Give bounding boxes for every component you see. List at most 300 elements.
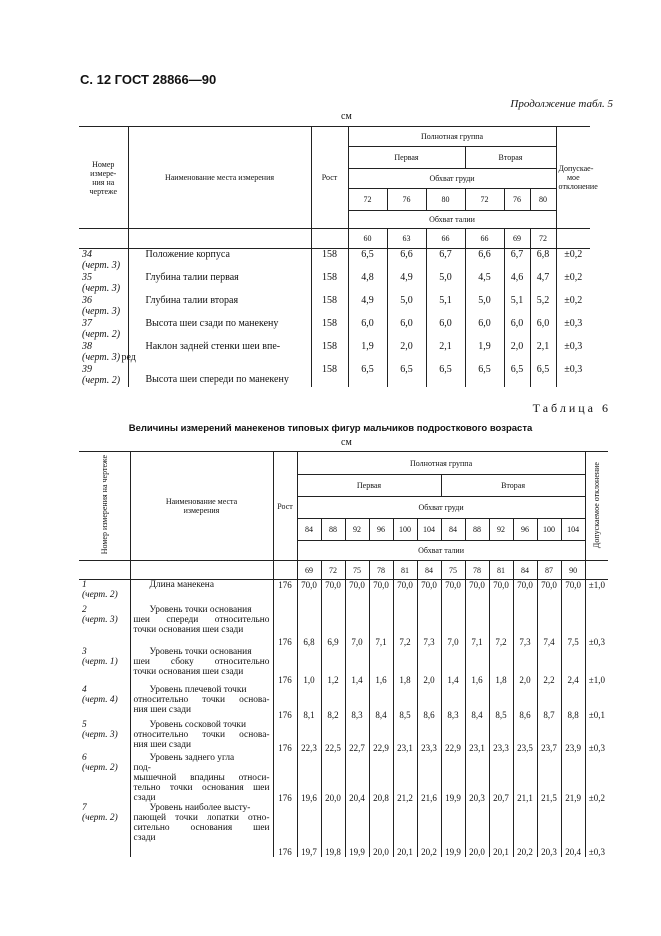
row-value: 8,3 bbox=[345, 685, 369, 720]
row-value: 20,7 bbox=[489, 753, 513, 803]
row-value: 2,2 bbox=[537, 647, 561, 685]
row-value: 7,2 bbox=[489, 605, 513, 647]
waist-value: 81 bbox=[393, 561, 417, 580]
header-height: Рост bbox=[311, 127, 348, 229]
row-name bbox=[130, 803, 273, 857]
row-value: 70,0 bbox=[417, 580, 441, 605]
row-name-line: пающей точки лопатки отно- bbox=[133, 812, 270, 823]
row-name-line: Длина манекена bbox=[149, 580, 214, 590]
row-value: 8,4 bbox=[465, 685, 489, 720]
waist-value: 75 bbox=[345, 561, 369, 580]
row-value: 6,0 bbox=[504, 318, 530, 341]
row-name-text: Глубина талии вторая bbox=[145, 295, 239, 306]
row-name-text: Высота шеи спереди по манекену bbox=[145, 374, 289, 385]
row-number bbox=[79, 685, 130, 720]
row-value: 20,4 bbox=[345, 753, 369, 803]
table-row bbox=[79, 318, 590, 341]
row-number-value: 37 bbox=[82, 318, 92, 329]
row-value: 70,0 bbox=[561, 580, 585, 605]
chest-value: 72 bbox=[348, 189, 387, 211]
row-number bbox=[79, 249, 128, 273]
row-height: 158 bbox=[311, 249, 348, 273]
row-value: 6,6 bbox=[387, 249, 426, 273]
row-number bbox=[79, 295, 128, 318]
waist-value: 63 bbox=[387, 229, 426, 249]
row-name-line: относительно точки основа- bbox=[133, 694, 270, 705]
row-name-line: шеи спереди относительно bbox=[133, 614, 270, 625]
row-value: 7,3 bbox=[513, 605, 537, 647]
row-name bbox=[128, 249, 311, 273]
row-name-line: Уровень точки основания bbox=[149, 604, 252, 615]
row-tolerance: ±0,1 bbox=[585, 685, 608, 720]
chest-value: 100 bbox=[393, 519, 417, 541]
row-number-value: 5 bbox=[82, 719, 87, 730]
waist-value: 78 bbox=[369, 561, 393, 580]
row-value: 70,0 bbox=[513, 580, 537, 605]
row-value: 19,9 bbox=[441, 753, 465, 803]
row-value: 21,6 bbox=[417, 753, 441, 803]
row-name bbox=[130, 685, 273, 720]
row-drawing-ref: (черт. 3) bbox=[82, 352, 121, 363]
row-value: 4,9 bbox=[387, 272, 426, 295]
table-6 bbox=[79, 451, 608, 857]
row-value: 20,0 bbox=[465, 803, 489, 857]
row-value: 6,0 bbox=[387, 318, 426, 341]
row-number bbox=[79, 753, 130, 803]
row-value: 70,0 bbox=[345, 580, 369, 605]
row-value: 8,6 bbox=[417, 685, 441, 720]
row-drawing-ref: (черт. 2) bbox=[82, 762, 118, 773]
row-tolerance: ±0,3 bbox=[585, 605, 608, 647]
row-value: 2,0 bbox=[417, 647, 441, 685]
row-number-value: 39 bbox=[82, 364, 92, 375]
unit-label-table5: см bbox=[341, 111, 352, 122]
row-value: 1,8 bbox=[393, 647, 417, 685]
waist-value: 84 bbox=[513, 561, 537, 580]
row-value: 20,4 bbox=[561, 803, 585, 857]
t6-header-first: Первая bbox=[297, 475, 441, 497]
row-drawing-ref: (черт. 3) bbox=[82, 729, 118, 740]
row-number bbox=[79, 803, 130, 857]
row-value: 20,2 bbox=[417, 803, 441, 857]
waist-value: 87 bbox=[537, 561, 561, 580]
row-number bbox=[79, 580, 130, 605]
header-group: Полнотная группа bbox=[348, 127, 556, 147]
chest-value: 104 bbox=[561, 519, 585, 541]
row-value: 23,3 bbox=[417, 720, 441, 753]
row-tolerance: ±0,2 bbox=[556, 249, 590, 273]
row-drawing-ref: (черт. 2) bbox=[82, 590, 118, 600]
row-value: 70,0 bbox=[441, 580, 465, 605]
row-name-text: Наклон задней стенки шеи впе- bbox=[145, 341, 281, 352]
header-name: Наименование места измерения bbox=[128, 127, 311, 229]
row-name-line: ния шеи сзади bbox=[133, 739, 191, 750]
row-number-value: 6 bbox=[82, 752, 87, 763]
row-value: 8,7 bbox=[537, 685, 561, 720]
waist-value: 81 bbox=[489, 561, 513, 580]
chest-value: 92 bbox=[345, 519, 369, 541]
row-value: 6,5 bbox=[426, 364, 465, 387]
row-tolerance: ±0,3 bbox=[585, 720, 608, 753]
waist-value: 78 bbox=[465, 561, 489, 580]
row-drawing-ref: (черт. 2) bbox=[82, 375, 121, 386]
row-name-line: Уровень заднего угла bbox=[149, 752, 235, 763]
row-number bbox=[79, 364, 128, 387]
row-tolerance: ±0,2 bbox=[585, 753, 608, 803]
row-tolerance: ±0,3 bbox=[585, 803, 608, 857]
page-header: С. 12 ГОСТ 28866—90 bbox=[80, 72, 217, 87]
table-continuation-label: Продолжение табл. 5 bbox=[510, 98, 613, 110]
row-value: 22,9 bbox=[369, 720, 393, 753]
table-row bbox=[79, 249, 590, 273]
chest-value: 88 bbox=[465, 519, 489, 541]
row-value: 6,5 bbox=[504, 364, 530, 387]
row-tolerance: ±1,0 bbox=[585, 647, 608, 685]
row-value: 70,0 bbox=[393, 580, 417, 605]
row-name-line: точки основания шеи сзади bbox=[133, 624, 244, 635]
row-height: 176 bbox=[273, 803, 297, 857]
row-value: 1,8 bbox=[489, 647, 513, 685]
row-value: 23,9 bbox=[561, 720, 585, 753]
row-value: 21,2 bbox=[393, 753, 417, 803]
header-first: Первая bbox=[348, 147, 465, 169]
row-value: 7,4 bbox=[537, 605, 561, 647]
row-value: 8,5 bbox=[393, 685, 417, 720]
row-value: 5,2 bbox=[530, 295, 556, 318]
row-name bbox=[128, 272, 311, 295]
row-number-value: 35 bbox=[82, 272, 92, 283]
row-value: 1,2 bbox=[321, 647, 345, 685]
row-value: 70,0 bbox=[369, 580, 393, 605]
row-value: 4,8 bbox=[348, 272, 387, 295]
row-name-line: Уровень сосковой точки bbox=[149, 719, 246, 730]
table-6-title: Величины измерений манекенов типовых фигур мальчиков подросткового возраста bbox=[128, 423, 533, 434]
row-number-value: 3 bbox=[82, 646, 87, 657]
row-height: 158 bbox=[311, 272, 348, 295]
t6-header-group: Полнотная группа bbox=[297, 452, 585, 475]
chest-value: 76 bbox=[387, 189, 426, 211]
row-name-line: под- bbox=[133, 762, 151, 773]
row-value: 21,9 bbox=[561, 753, 585, 803]
row-name bbox=[128, 318, 311, 341]
waist-value: 84 bbox=[417, 561, 441, 580]
row-number-value: 4 bbox=[82, 684, 87, 695]
chest-value: 92 bbox=[489, 519, 513, 541]
row-value: 8,5 bbox=[489, 685, 513, 720]
t6-header-name: Наименование места измерения bbox=[130, 452, 273, 561]
row-value: 6,0 bbox=[465, 318, 504, 341]
row-name-text: Высота шеи сзади по манекену bbox=[145, 318, 279, 329]
row-value: 6,8 bbox=[297, 605, 321, 647]
t6-header-tolerance: Допускаемое отклонение bbox=[585, 452, 608, 561]
row-height: 176 bbox=[273, 720, 297, 753]
row-name-line: ния шеи сзади bbox=[133, 704, 191, 715]
chest-value: 80 bbox=[530, 189, 556, 211]
row-name bbox=[128, 364, 311, 387]
row-value: 23,5 bbox=[513, 720, 537, 753]
row-drawing-ref: (черт. 3) bbox=[82, 306, 121, 317]
row-height: 158 bbox=[311, 295, 348, 318]
row-value: 1,6 bbox=[465, 647, 489, 685]
row-value: 2,4 bbox=[561, 647, 585, 685]
row-value: 20,3 bbox=[537, 803, 561, 857]
waist-value: 69 bbox=[504, 229, 530, 249]
row-value: 7,5 bbox=[561, 605, 585, 647]
table-5 bbox=[79, 126, 598, 387]
waist-value: 69 bbox=[297, 561, 321, 580]
chest-value: 96 bbox=[513, 519, 537, 541]
row-value: 8,4 bbox=[369, 685, 393, 720]
tol-blank bbox=[556, 229, 590, 249]
row-height: 176 bbox=[273, 647, 297, 685]
table-row bbox=[79, 753, 608, 803]
row-number bbox=[79, 720, 130, 753]
row-number-value: 36 bbox=[82, 295, 92, 306]
row-value: 4,7 bbox=[530, 272, 556, 295]
row-height: 158 bbox=[311, 341, 348, 364]
row-name-line: Уровень плечевой точки bbox=[149, 684, 247, 695]
waist-value: 90 bbox=[561, 561, 585, 580]
unit-label-table6: см bbox=[341, 437, 352, 448]
table-row bbox=[79, 647, 608, 685]
row-value: 5,1 bbox=[426, 295, 465, 318]
row-name-text: Глубина талии первая bbox=[145, 272, 239, 283]
table-row bbox=[79, 272, 590, 295]
row-value: 23,1 bbox=[393, 720, 417, 753]
chest-value: 80 bbox=[426, 189, 465, 211]
header-waist: Обхват талии bbox=[348, 211, 556, 229]
row-value: 6,5 bbox=[348, 364, 387, 387]
t6-header-height: Рост bbox=[273, 452, 297, 561]
row-value: 4,9 bbox=[348, 295, 387, 318]
row-value: 2,0 bbox=[387, 341, 426, 364]
row-name-line: Уровень точки основания bbox=[149, 646, 252, 657]
row-value: 6,0 bbox=[530, 318, 556, 341]
row-value: 22,7 bbox=[345, 720, 369, 753]
row-value: 8,3 bbox=[441, 685, 465, 720]
row-name bbox=[130, 605, 273, 647]
row-name-line: сительно основания шеи bbox=[133, 822, 270, 833]
row-drawing-ref: (черт. 2) bbox=[82, 329, 121, 340]
row-name-line: относительно точки основа- bbox=[133, 729, 270, 740]
row-name-line: Уровень наиболее высту- bbox=[149, 802, 251, 813]
row-value: 20,1 bbox=[393, 803, 417, 857]
table-row bbox=[79, 803, 608, 857]
row-value: 7,0 bbox=[345, 605, 369, 647]
row-value: 6,7 bbox=[504, 249, 530, 273]
row-name-line: тельно точки основания шеи bbox=[133, 782, 270, 793]
row-number-value: 1 bbox=[82, 580, 87, 590]
chest-value: 84 bbox=[297, 519, 321, 541]
row-tolerance: ±0,2 bbox=[556, 272, 590, 295]
row-name bbox=[121, 341, 311, 364]
row-value: 1,4 bbox=[441, 647, 465, 685]
row-value: 70,0 bbox=[465, 580, 489, 605]
chest-value: 104 bbox=[417, 519, 441, 541]
row-value: 6,5 bbox=[348, 249, 387, 273]
row-value: 6,0 bbox=[348, 318, 387, 341]
row-name bbox=[130, 647, 273, 685]
row-value: 21,1 bbox=[513, 753, 537, 803]
row-value: 8,8 bbox=[561, 685, 585, 720]
row-value: 6,5 bbox=[387, 364, 426, 387]
chest-value: 100 bbox=[537, 519, 561, 541]
t6-header-chest: Обхват груди bbox=[297, 497, 585, 519]
tol-blank bbox=[585, 561, 608, 580]
waist-value: 72 bbox=[530, 229, 556, 249]
row-height: 158 bbox=[311, 364, 348, 387]
row-value: 23,3 bbox=[489, 720, 513, 753]
row-value: 19,7 bbox=[297, 803, 321, 857]
row-value: 6,5 bbox=[465, 364, 504, 387]
row-value: 19,8 bbox=[321, 803, 345, 857]
row-value: 7,0 bbox=[441, 605, 465, 647]
row-value: 8,6 bbox=[513, 685, 537, 720]
row-value: 8,2 bbox=[321, 685, 345, 720]
row-value: 6,7 bbox=[426, 249, 465, 273]
row-value: 5,0 bbox=[465, 295, 504, 318]
row-value: 70,0 bbox=[321, 580, 345, 605]
row-drawing-ref: (черт. 3) bbox=[82, 260, 121, 271]
chest-value: 96 bbox=[369, 519, 393, 541]
row-drawing-ref: (черт. 2) bbox=[82, 812, 118, 823]
row-value: 1,6 bbox=[369, 647, 393, 685]
row-value: 19,6 bbox=[297, 753, 321, 803]
row-number bbox=[79, 647, 130, 685]
row-height: 176 bbox=[273, 605, 297, 647]
row-value: 20,8 bbox=[369, 753, 393, 803]
header-number: Номер измере-ния на чертеже bbox=[79, 127, 128, 229]
chest-value: 76 bbox=[504, 189, 530, 211]
row-value: 22,9 bbox=[441, 720, 465, 753]
row-value: 19,9 bbox=[441, 803, 465, 857]
row-name-line: сзади bbox=[133, 832, 156, 843]
row-drawing-ref: (черт. 3) bbox=[82, 614, 118, 625]
row-value: 70,0 bbox=[297, 580, 321, 605]
row-value: 1,9 bbox=[465, 341, 504, 364]
row-value: 4,5 bbox=[465, 272, 504, 295]
row-value: 5,0 bbox=[426, 272, 465, 295]
row-number bbox=[79, 272, 128, 295]
row-height: 158 bbox=[311, 318, 348, 341]
t6-header-waist: Обхват талии bbox=[297, 541, 585, 561]
t6-header-second: Вторая bbox=[441, 475, 585, 497]
row-height: 176 bbox=[273, 685, 297, 720]
row-number-value: 34 bbox=[82, 249, 92, 260]
row-value: 19,9 bbox=[345, 803, 369, 857]
waist-value: 66 bbox=[465, 229, 504, 249]
row-name-text-cont: ред bbox=[121, 352, 136, 363]
row-value: 1,4 bbox=[345, 647, 369, 685]
row-tolerance: ±0,2 bbox=[556, 295, 590, 318]
row-value: 6,9 bbox=[321, 605, 345, 647]
row-name bbox=[130, 720, 273, 753]
table-row bbox=[79, 341, 590, 364]
row-value: 1,9 bbox=[348, 341, 387, 364]
row-drawing-ref: (черт. 1) bbox=[82, 656, 118, 667]
t6-header-number: Номер измерения на чертеже bbox=[79, 452, 130, 561]
row-value: 5,1 bbox=[504, 295, 530, 318]
row-name-line: шеи сбоку относительно bbox=[133, 656, 270, 667]
table-row bbox=[79, 685, 608, 720]
row-value: 20,0 bbox=[321, 753, 345, 803]
row-value: 7,2 bbox=[393, 605, 417, 647]
row-name bbox=[130, 753, 273, 803]
row-name bbox=[128, 295, 311, 318]
row-tolerance: ±0,3 bbox=[556, 364, 590, 387]
row-value: 4,6 bbox=[504, 272, 530, 295]
row-tolerance: ±0,3 bbox=[556, 341, 590, 364]
row-number bbox=[79, 318, 128, 341]
row-drawing-ref: (черт. 4) bbox=[82, 694, 118, 705]
row-value: 23,7 bbox=[537, 720, 561, 753]
row-value: 1,0 bbox=[297, 647, 321, 685]
row-value: 23,1 bbox=[465, 720, 489, 753]
row-value: 20,2 bbox=[513, 803, 537, 857]
row-value: 20,0 bbox=[369, 803, 393, 857]
chest-value: 72 bbox=[465, 189, 504, 211]
waist-value: 75 bbox=[441, 561, 465, 580]
row-value: 7,3 bbox=[417, 605, 441, 647]
row-name bbox=[130, 580, 273, 605]
row-value: 2,1 bbox=[530, 341, 556, 364]
row-tolerance: ±1,0 bbox=[585, 580, 608, 605]
row-drawing-ref: (черт. 3) bbox=[82, 283, 121, 294]
chest-value: 84 bbox=[441, 519, 465, 541]
row-value: 6,6 bbox=[465, 249, 504, 273]
row-value: 7,1 bbox=[369, 605, 393, 647]
row-value: 2,1 bbox=[426, 341, 465, 364]
row-tolerance: ±0,3 bbox=[556, 318, 590, 341]
row-value: 20,3 bbox=[465, 753, 489, 803]
table-6-label: Таблица 6 bbox=[532, 401, 611, 415]
row-value: 70,0 bbox=[537, 580, 561, 605]
row-value: 70,0 bbox=[489, 580, 513, 605]
header-second: Вторая bbox=[465, 147, 556, 169]
table-row bbox=[79, 605, 608, 647]
row-value: 7,1 bbox=[465, 605, 489, 647]
row-value: 5,0 bbox=[387, 295, 426, 318]
row-value: 6,0 bbox=[426, 318, 465, 341]
row-name-line: сзади bbox=[133, 792, 156, 803]
row-value: 22,5 bbox=[321, 720, 345, 753]
table-row bbox=[79, 580, 608, 605]
waist-value: 72 bbox=[321, 561, 345, 580]
header-chest: Обхват груди bbox=[348, 169, 556, 189]
header-tolerance: Допускае-мое отклонение bbox=[556, 127, 590, 229]
table-row bbox=[79, 295, 590, 318]
row-name-line: точки основания шеи сзади bbox=[133, 666, 244, 677]
row-value: 21,5 bbox=[537, 753, 561, 803]
row-height: 176 bbox=[273, 753, 297, 803]
row-height: 176 bbox=[273, 580, 297, 605]
row-number bbox=[79, 605, 130, 647]
row-number-value: 38 bbox=[82, 341, 92, 352]
row-number-value: 7 bbox=[82, 802, 87, 813]
row-value: 2,0 bbox=[504, 341, 530, 364]
waist-value: 66 bbox=[426, 229, 465, 249]
waist-value: 60 bbox=[348, 229, 387, 249]
chest-value: 88 bbox=[321, 519, 345, 541]
row-value: 2,0 bbox=[513, 647, 537, 685]
row-name-line: мышечной впадины относи- bbox=[133, 772, 270, 783]
row-value: 20,1 bbox=[489, 803, 513, 857]
row-name-text: Положение корпуса bbox=[145, 249, 230, 260]
row-value: 8,1 bbox=[297, 685, 321, 720]
row-value: 6,5 bbox=[530, 364, 556, 387]
row-number-value: 2 bbox=[82, 604, 87, 615]
row-value: 22,3 bbox=[297, 720, 321, 753]
